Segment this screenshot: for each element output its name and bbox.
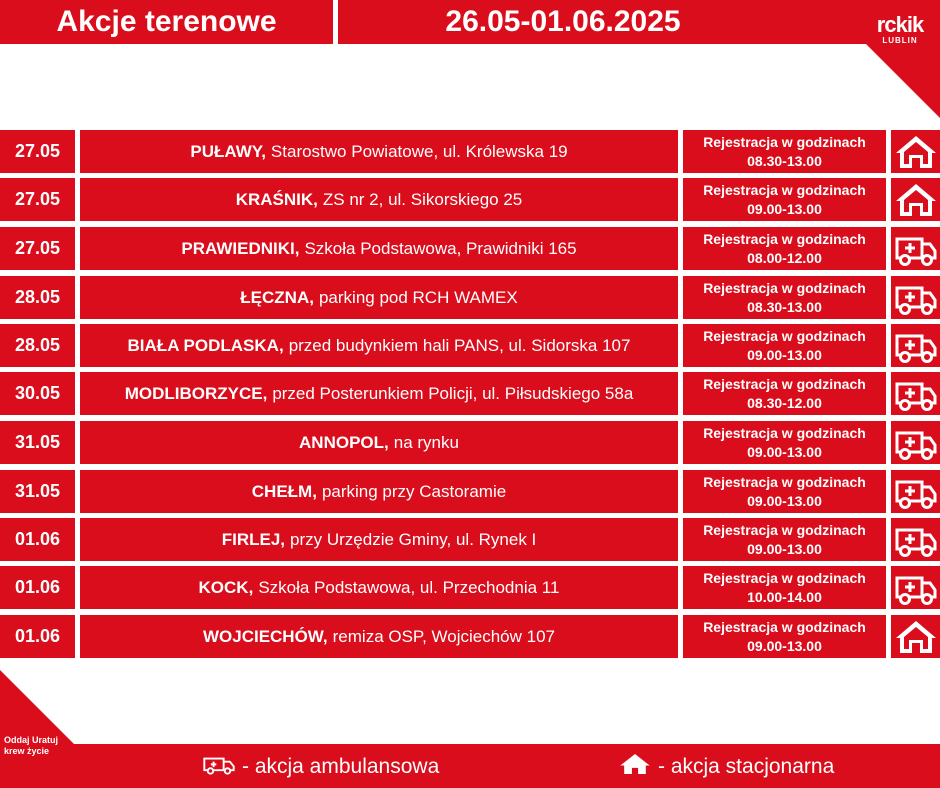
registration-hours bbox=[683, 470, 886, 513]
event-date: 28.05 bbox=[0, 324, 75, 367]
legend-stationary bbox=[618, 750, 834, 784]
registration-time: 08.00-12.00 bbox=[747, 249, 822, 266]
registration-label: Rejestracja w godzinach bbox=[703, 375, 866, 392]
tagline-line-1: Oddaj Uratuj bbox=[4, 735, 59, 745]
house-icon bbox=[891, 615, 940, 658]
event-location bbox=[80, 178, 678, 221]
event-location bbox=[80, 421, 678, 464]
event-place: parking przy Castoramie bbox=[321, 481, 507, 501]
registration-label: Rejestracja w godzinach bbox=[703, 327, 866, 344]
page-title: Akcje terenowe bbox=[56, 5, 277, 38]
registration-time: 09.00-13.00 bbox=[747, 200, 822, 217]
registration-hours bbox=[683, 615, 886, 658]
legend-ambulance bbox=[202, 750, 439, 784]
event-city: FIRLEJ, bbox=[221, 529, 286, 549]
legend-stationary-text: - akcja stacjonarna bbox=[658, 755, 835, 778]
table-row bbox=[0, 566, 940, 609]
house-icon bbox=[618, 752, 658, 782]
tagline bbox=[4, 735, 70, 757]
ambulance-icon bbox=[891, 421, 940, 464]
table-row bbox=[0, 276, 940, 319]
event-city: PUŁAWY, bbox=[190, 141, 266, 161]
event-place: przed budynkiem hali PANS, ul. Sidorska 107 bbox=[288, 335, 631, 355]
table-row bbox=[0, 227, 940, 270]
table-row bbox=[0, 178, 940, 221]
ambulance-icon bbox=[202, 752, 242, 782]
ambulance-icon bbox=[891, 276, 940, 319]
registration-time: 09.00-13.00 bbox=[747, 443, 822, 460]
tagline-line-2: krew życie bbox=[4, 746, 50, 756]
event-date: 31.05 bbox=[0, 421, 75, 464]
house-icon bbox=[891, 178, 940, 221]
event-city: WOJCIECHÓW, bbox=[202, 626, 328, 646]
registration-label: Rejestracja w godzinach bbox=[703, 424, 866, 441]
registration-time: 09.00-13.00 bbox=[747, 346, 822, 363]
registration-hours bbox=[683, 276, 886, 319]
registration-hours bbox=[683, 178, 886, 221]
event-place: na rynku bbox=[393, 432, 459, 452]
event-location bbox=[80, 130, 678, 173]
event-location bbox=[80, 372, 678, 415]
registration-label: Rejestracja w godzinach bbox=[703, 521, 866, 538]
ambulance-icon bbox=[891, 372, 940, 415]
event-location bbox=[80, 566, 678, 609]
event-location bbox=[80, 227, 678, 270]
house-icon bbox=[891, 130, 940, 173]
event-place: przed Posterunkiem Policji, ul. Piłsudskiego 58a bbox=[272, 383, 634, 403]
event-place: ZS nr 2, ul. Sikorskiego 25 bbox=[322, 189, 523, 209]
event-place: parking pod RCH WAMEX bbox=[318, 287, 518, 307]
date-range: 26.05-01.06.2025 bbox=[445, 5, 681, 38]
table-row bbox=[0, 518, 940, 561]
event-location bbox=[80, 276, 678, 319]
ambulance-icon bbox=[891, 324, 940, 367]
registration-time: 10.00-14.00 bbox=[747, 588, 822, 605]
event-date: 01.06 bbox=[0, 518, 75, 561]
registration-hours bbox=[683, 566, 886, 609]
registration-label: Rejestracja w godzinach bbox=[703, 569, 866, 586]
event-location bbox=[80, 615, 678, 658]
event-city: BIAŁA PODLASKA, bbox=[127, 335, 284, 355]
table-row bbox=[0, 130, 940, 173]
event-date: 01.06 bbox=[0, 615, 75, 658]
event-city: KRAŚNIK, bbox=[235, 189, 318, 209]
table-row bbox=[0, 470, 940, 513]
registration-label: Rejestracja w godzinach bbox=[703, 473, 866, 490]
event-date: 27.05 bbox=[0, 227, 75, 270]
rckik-logo bbox=[870, 14, 930, 45]
registration-time: 08.30-12.00 bbox=[747, 394, 822, 411]
registration-time: 09.00-13.00 bbox=[747, 637, 822, 654]
event-place: Szkoła Podstawowa, ul. Przechodnia 11 bbox=[258, 577, 560, 597]
registration-hours bbox=[683, 372, 886, 415]
event-place: przy Urzędzie Gminy, ul. Rynek I bbox=[290, 529, 537, 549]
registration-hours bbox=[683, 227, 886, 270]
event-city: ANNOPOL, bbox=[299, 432, 389, 452]
ambulance-icon bbox=[891, 227, 940, 270]
event-date: 28.05 bbox=[0, 276, 75, 319]
event-date: 27.05 bbox=[0, 178, 75, 221]
event-place: remiza OSP, Wojciechów 107 bbox=[332, 626, 556, 646]
event-date: 30.05 bbox=[0, 372, 75, 415]
registration-time: 09.00-13.00 bbox=[747, 492, 822, 509]
legend-ambulance-text: - akcja ambulansowa bbox=[242, 755, 440, 778]
event-date: 31.05 bbox=[0, 470, 75, 513]
event-city: ŁĘCZNA, bbox=[240, 287, 314, 307]
event-city: KOCK, bbox=[198, 577, 254, 597]
registration-time: 08.30-13.00 bbox=[747, 298, 822, 315]
registration-hours bbox=[683, 324, 886, 367]
event-place: Starostwo Powiatowe, ul. Królewska 19 bbox=[270, 141, 568, 161]
registration-label: Rejestracja w godzinach bbox=[703, 618, 866, 635]
event-date: 27.05 bbox=[0, 130, 75, 173]
ambulance-icon bbox=[891, 566, 940, 609]
event-city: PRAWIEDNIKI, bbox=[181, 238, 300, 258]
event-place: Szkoła Podstawowa, Prawidniki 165 bbox=[304, 238, 577, 258]
event-location bbox=[80, 518, 678, 561]
event-city: CHEŁM, bbox=[251, 481, 317, 501]
registration-label: Rejestracja w godzinach bbox=[703, 181, 866, 198]
event-location bbox=[80, 324, 678, 367]
registration-hours bbox=[683, 518, 886, 561]
table-row bbox=[0, 324, 940, 367]
registration-time: 09.00-13.00 bbox=[747, 540, 822, 557]
logo-subtext: LUBLIN bbox=[882, 36, 918, 45]
event-location bbox=[80, 470, 678, 513]
event-city: MODLIBORZYCE, bbox=[124, 383, 268, 403]
table-row bbox=[0, 372, 940, 415]
ambulance-icon bbox=[891, 470, 940, 513]
registration-label: Rejestracja w godzinach bbox=[703, 230, 866, 247]
event-date: 01.06 bbox=[0, 566, 75, 609]
table-row bbox=[0, 421, 940, 464]
registration-label: Rejestracja w godzinach bbox=[703, 279, 866, 296]
logo-text: rckik bbox=[876, 12, 924, 37]
registration-time: 08.30-13.00 bbox=[747, 152, 822, 169]
table-row bbox=[0, 615, 940, 658]
ambulance-icon bbox=[891, 518, 940, 561]
registration-hours bbox=[683, 421, 886, 464]
registration-label: Rejestracja w godzinach bbox=[703, 133, 866, 150]
registration-hours bbox=[683, 130, 886, 173]
